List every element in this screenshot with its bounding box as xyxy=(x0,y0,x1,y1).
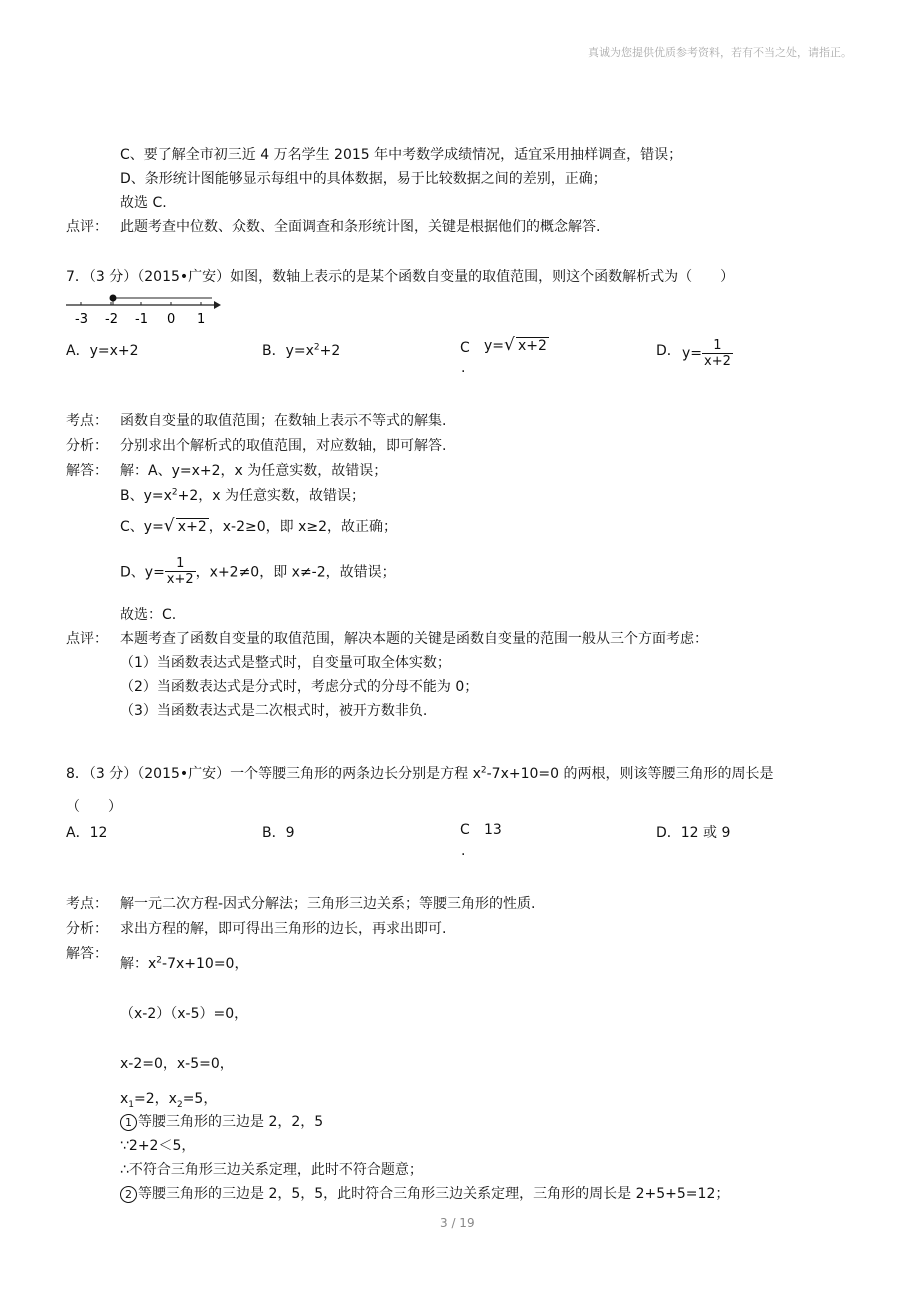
tick-label: -1 xyxy=(135,312,148,327)
q8-step-4: $x_1=2$，$x_2=5$， xyxy=(120,1091,218,1110)
q6-choice: 故选 C. xyxy=(120,195,167,211)
q8-fx: 求出方程的解，即可得出三角形的边长，再求出即可. xyxy=(120,921,447,937)
tick-label: 1 xyxy=(197,312,206,327)
q8-kd-label: 考点： xyxy=(66,896,108,912)
q7-dp-2: （2）当函数表达式是分式时，考虑分式的分母不能为 0； xyxy=(120,679,479,695)
circled-number: 1 xyxy=(120,1114,137,1131)
q7-step-5: 故选：C. xyxy=(120,607,177,623)
q8-step-7: ∴不符合三角形三边关系定理，此时不符合题意； xyxy=(120,1162,423,1178)
q8-option-c-label: C xyxy=(460,822,470,838)
axis-arrow xyxy=(214,301,221,309)
q8-option-c-dot: . xyxy=(461,843,466,859)
q7-jd-label: 解答： xyxy=(66,463,108,479)
page-number: 3 / 19 xyxy=(440,1216,475,1230)
q7-dp-label: 点评： xyxy=(66,631,108,647)
q8-step-2: （x-2）（x-5）=0， xyxy=(120,1006,249,1022)
q6-line-d: D、条形统计图能够显示每组中的具体数据，易于比较数据之间的差别，正确； xyxy=(120,171,607,187)
q8-option-b: B．9 xyxy=(262,825,295,841)
q7-fx: 分别求出个解析式的取值范围，对应数轴，即可解答. xyxy=(120,438,447,454)
q8-option-c: 13 xyxy=(484,822,502,838)
q7-option-b: B．$y=x^2+2$ xyxy=(262,342,341,359)
q7-option-d-label: D． xyxy=(656,343,681,359)
q8-option-a: A．12 xyxy=(66,825,108,841)
q6-review-label: 点评： xyxy=(66,219,108,235)
q8-paren: （ ） xyxy=(66,799,122,815)
q8-option-d: D．12 或 9 xyxy=(656,825,731,841)
q7-fx-label: 分析： xyxy=(66,438,108,454)
q8-jd-label: 解答： xyxy=(66,946,108,962)
q8-step-5: 1 等腰三角形的三边是 2，2，5 xyxy=(120,1111,323,1131)
q7-kd-label: 考点： xyxy=(66,413,108,429)
q7-dp-3: （3）当函数表达式是二次根式时，被开方数非负. xyxy=(120,703,428,719)
q8-step-3: x-2=0，x-5=0， xyxy=(120,1056,234,1072)
header-note: 真诚为您提供优质参考资料，若有不当之处，请指正。 xyxy=(588,46,852,59)
q7-dp: 本题考查了函数自变量的取值范围，解决本题的关键是函数自变量的范围一般从三个方面考虑： xyxy=(120,631,708,647)
q7-dp-1: （1）当函数表达式是整式时，自变量可取全体实数； xyxy=(120,655,451,671)
tick-label: 0 xyxy=(167,312,176,327)
q8-fx-label: 分析： xyxy=(66,921,108,937)
q7-stem: 7．（3 分）（2015•广安）如图，数轴上表示的是某个函数自变量的取值范围，则这个函数解析式为（ ） xyxy=(66,269,735,285)
q7-option-c-label: C xyxy=(460,340,470,356)
q7-option-c-dot: . xyxy=(461,360,466,376)
q7-step-3: C、y= √ x+2 ，x-2≥0，即 x≥2，故正确； xyxy=(120,516,397,536)
q7-kd: 函数自变量的取值范围；在数轴上表示不等式的解集. xyxy=(120,413,447,429)
q8-kd: 解一元二次方程-因式分解法；三角形三边关系；等腰三角形的性质. xyxy=(120,896,536,912)
tick-label: -3 xyxy=(75,312,88,327)
q7-step-2: B、$y=x^2+2$，x 为任意实数，故错误； xyxy=(120,487,366,504)
circled-number: 2 xyxy=(120,1186,137,1203)
tick-label: -2 xyxy=(105,312,118,327)
q8-step-6: ∵2+2＜5， xyxy=(120,1138,196,1154)
q6-review: 此题考查中位数、众数、全面调查和条形统计图，关键是根据他们的概念解答. xyxy=(120,219,601,235)
number-line-figure xyxy=(62,292,222,328)
q8-step-1: 解：$x^2-7x+10=0$， xyxy=(120,955,249,972)
q7-step-1: 解：A、y=x+2，x 为任意实数，故错误； xyxy=(120,463,388,479)
q7-option-a: A．y=x+2 xyxy=(66,343,139,359)
q7-option-d: y= $\frac{1}{x+2}$ xyxy=(682,338,731,369)
q7-option-c: y= √ x+2 xyxy=(484,335,547,355)
q7-step-4: D、y= $\frac{1}{x+2}$ ，x+2≠0，即 x≠-2，故错误； xyxy=(120,556,396,587)
q8-stem: 8．（3 分）（2015•广安）一个等腰三角形的两条边长分别是方程 $x^2-7x+10=0$ 的两根，则该等腰三角形的周长是 xyxy=(66,765,774,782)
q6-line-c: C、要了解全市初三近 4 万名学生 2015 年中考数学成绩情况，适宜采用抽样调查，错误； xyxy=(120,147,683,163)
closed-endpoint xyxy=(110,295,117,302)
q8-step-8: 2 等腰三角形的三边是 2，5，5，此时符合三角形三边关系定理，三角形的周长是 2+5+5=12； xyxy=(120,1183,729,1203)
